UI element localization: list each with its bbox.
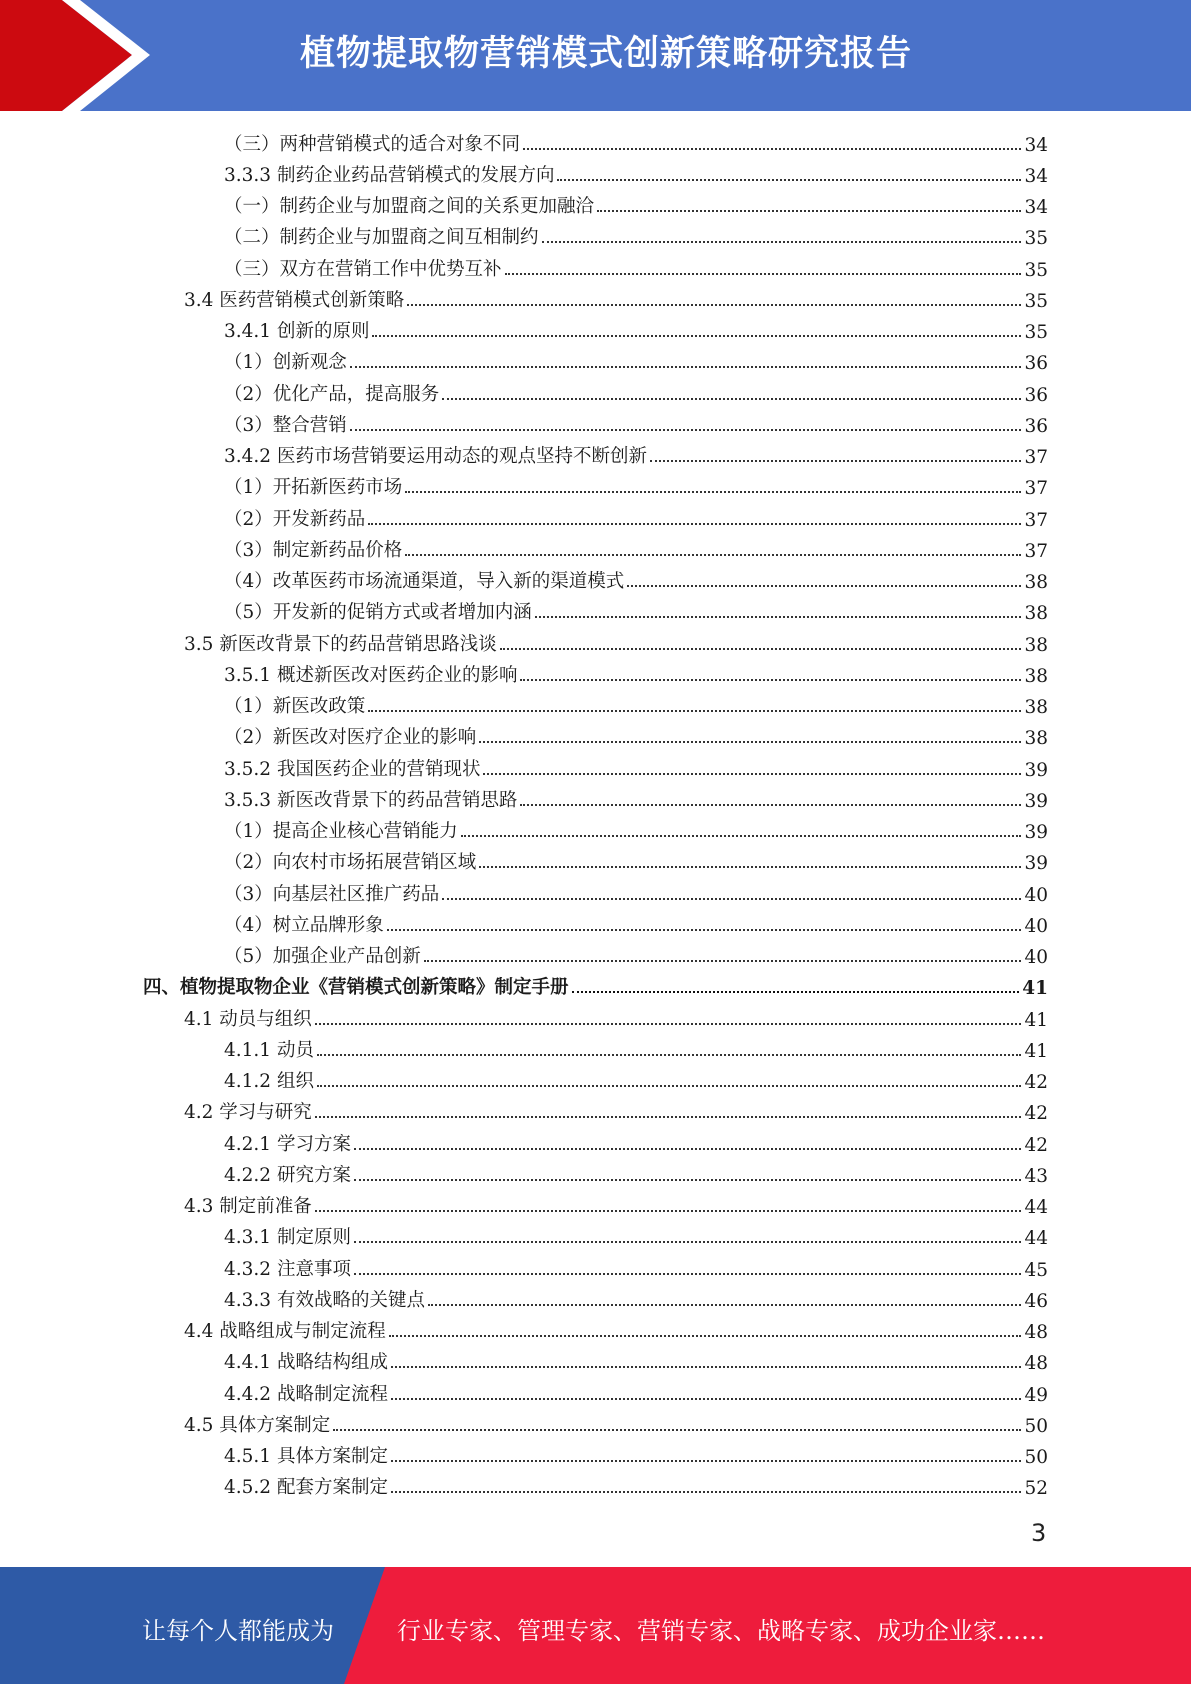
toc-entry[interactable] (0, 1002, 1191, 1033)
toc-leader-dots (391, 1491, 1021, 1493)
toc-entry-page: 45 (1024, 1259, 1048, 1281)
toc-entry-line (224, 473, 1048, 499)
toc-entry[interactable] (0, 1065, 1191, 1096)
toc-leader-dots (350, 429, 1022, 431)
toc-leader-dots (479, 866, 1021, 868)
toc-entry-page: 40 (1024, 884, 1048, 906)
toc-entry-label: 4.4.2 战略制定流程 (224, 1383, 388, 1405)
toc-entry[interactable] (0, 1346, 1191, 1377)
toc-entry-line (224, 1442, 1048, 1468)
toc-entry-line (224, 817, 1048, 843)
toc-leader-dots (479, 741, 1021, 743)
toc-entry[interactable] (0, 565, 1191, 596)
toc-entry-page: 35 (1024, 290, 1048, 312)
toc-entry-page: 37 (1024, 509, 1048, 531)
toc-leader-dots (500, 648, 1022, 650)
toc-leader-dots (368, 710, 1021, 712)
toc-leader-dots (391, 1398, 1021, 1400)
toc-entry-line (224, 942, 1048, 968)
toc-entry-label: 4.4 战略组成与制定流程 (184, 1321, 386, 1343)
toc-entry[interactable] (0, 283, 1191, 314)
toc-leader-dots (368, 523, 1021, 525)
toc-entry-line (143, 973, 1048, 999)
toc-entry[interactable] (0, 221, 1191, 252)
toc-leader-dots (557, 179, 1021, 181)
toc-entry-label: （2）新医改对医疗企业的影响 (224, 727, 477, 749)
toc-entry-page: 39 (1024, 790, 1048, 812)
toc-entry-line (224, 317, 1048, 343)
toc-entry-label: 3.5 新医改背景下的药品营销思路浅谈 (184, 633, 497, 655)
footer-banner (0, 1567, 1191, 1684)
toc-entry[interactable] (0, 846, 1191, 877)
toc-leader-dots (428, 1304, 1021, 1306)
toc-entry-page: 41 (1024, 1040, 1048, 1062)
toc-entry-line (184, 630, 1048, 656)
toc-entry-page: 42 (1024, 1072, 1048, 1094)
toc-entry[interactable] (0, 596, 1191, 627)
toc-entry-page: 37 (1024, 447, 1048, 469)
toc-leader-dots (315, 1023, 1022, 1025)
toc-entry-page: 34 (1024, 165, 1048, 187)
toc-leader-dots (505, 273, 1022, 275)
toc-entry-page: 39 (1024, 759, 1048, 781)
toc-entry-page: 40 (1024, 947, 1048, 969)
toc-entry[interactable] (0, 346, 1191, 377)
toc-leader-dots (391, 1366, 1021, 1368)
toc-entry-page: 35 (1024, 259, 1048, 281)
toc-entry-line (224, 848, 1048, 874)
toc-entry-label: 4.3.1 制定原则 (224, 1227, 351, 1249)
toc-leader-dots (520, 804, 1021, 806)
toc-entry-label: （3）制定新药品价格 (224, 539, 403, 561)
toc-leader-dots (350, 366, 1022, 368)
toc-entry-line (224, 786, 1048, 812)
toc-entry-label: 4.2.2 研究方案 (224, 1164, 351, 1186)
toc-entry-line (224, 442, 1048, 468)
toc-entry-label: 3.4.2 医药市场营销要运用动态的观点坚持不断创新 (224, 446, 647, 468)
toc-entry-page: 35 (1024, 228, 1048, 250)
toc-entry[interactable] (0, 158, 1191, 189)
toc-entry-label: （1）提高企业核心营销能力 (224, 821, 458, 843)
toc-entry-label: （4）树立品牌形象 (224, 914, 384, 936)
toc-entry-line (224, 598, 1048, 624)
toc-entry-label: （1）新医改政策 (224, 696, 366, 718)
toc-entry-label: （1）开拓新医药市场 (224, 477, 403, 499)
toc-entry[interactable] (0, 752, 1191, 783)
toc-entry-line (224, 1348, 1048, 1374)
footer-slogan-right: 行业专家、管理专家、营销专家、战略专家、成功企业家…… (397, 1617, 1045, 1645)
toc-entry-line (224, 348, 1048, 374)
toc-leader-dots (650, 460, 1021, 462)
toc-entry-page: 50 (1024, 1447, 1048, 1469)
toc-entry-line (184, 286, 1048, 312)
toc-entry-label: 3.4.1 创新的原则 (224, 321, 370, 343)
toc-entry[interactable] (0, 1096, 1191, 1127)
toc-entry-page: 36 (1024, 353, 1048, 375)
toc-entry-line (224, 380, 1048, 406)
toc-entry-label: 4.1 动员与组织 (184, 1008, 312, 1030)
toc-entry-page: 44 (1024, 1197, 1048, 1219)
toc-entry-label: 4.5.1 具体方案制定 (224, 1446, 388, 1468)
toc-entry-line (224, 755, 1048, 781)
toc-entry-label: 4.1.2 组织 (224, 1071, 314, 1093)
toc-entry-label: 四、植物提取物企业《营销模式创新策略》制定手册 (143, 977, 569, 999)
toc-entry-label: 3.4 医药营销模式创新策略 (184, 289, 405, 311)
toc-entry-page: 38 (1024, 634, 1048, 656)
toc-entry-page: 36 (1024, 384, 1048, 406)
toc-leader-dots (523, 148, 1021, 150)
toc-entry-page: 36 (1024, 415, 1048, 437)
toc-entry-label: （三）两种营销模式的适合对象不同 (224, 133, 521, 155)
toc-entry-label: 3.5.3 新医改背景下的药品营销思路 (224, 789, 518, 811)
toc-entry-line (224, 723, 1048, 749)
toc-entry-line (184, 1005, 1048, 1031)
toc-entry[interactable] (0, 127, 1191, 158)
toc-entry-page: 38 (1024, 728, 1048, 750)
toc-entry-page: 37 (1024, 478, 1048, 500)
toc-leader-dots (572, 991, 1020, 993)
toc-leader-dots (387, 929, 1022, 931)
toc-entry-line (224, 692, 1048, 718)
toc-leader-dots (442, 898, 1021, 900)
toc-entry-page: 34 (1024, 134, 1048, 156)
toc-entry-label: 4.1.1 动员 (224, 1039, 314, 1061)
toc-entry-label: 4.4.1 战略结构组成 (224, 1352, 388, 1374)
toc-entry-line (224, 880, 1048, 906)
toc-leader-dots (405, 491, 1021, 493)
toc-entry-page: 35 (1024, 322, 1048, 344)
toc-leader-dots (389, 1335, 1022, 1337)
toc-entry-line (224, 1473, 1048, 1499)
toc-entry-label: （一）制药企业与加盟商之间的关系更加融洽 (224, 196, 595, 218)
toc-entry-label: 3.5.2 我国医药企业的营销现状 (224, 758, 481, 780)
toc-leader-dots (542, 241, 1022, 243)
toc-entry[interactable] (0, 783, 1191, 814)
toc-entry-page: 39 (1024, 822, 1048, 844)
toc-entry[interactable] (0, 1127, 1191, 1158)
toc-entry-label: 4.3.3 有效战略的关键点 (224, 1289, 425, 1311)
toc-entry[interactable] (0, 1221, 1191, 1252)
toc-entry-line (224, 1223, 1048, 1249)
toc-entry[interactable] (0, 190, 1191, 221)
toc-entry-page: 34 (1024, 197, 1048, 219)
toc-leader-dots (424, 960, 1022, 962)
toc-entry-page: 44 (1024, 1228, 1048, 1250)
toc-entry-label: （2）优化产品，提高服务 (224, 383, 440, 405)
table-of-contents (0, 127, 1191, 1502)
toc-entry-line (224, 536, 1048, 562)
toc-entry-label: （5）加强企业产品创新 (224, 946, 421, 968)
toc-entry-label: 4.3.2 注意事项 (224, 1258, 351, 1280)
toc-entry-line (184, 1192, 1048, 1218)
toc-leader-dots (407, 304, 1021, 306)
toc-leader-dots (315, 1116, 1022, 1118)
toc-entry[interactable] (0, 502, 1191, 533)
toc-entry-line (224, 192, 1048, 218)
toc-entry-page: 43 (1024, 1165, 1048, 1187)
header-banner (0, 0, 1191, 111)
toc-entry-line (224, 255, 1048, 281)
toc-entry[interactable] (0, 377, 1191, 408)
toc-entry-line (224, 223, 1048, 249)
toc-entry[interactable] (0, 1158, 1191, 1189)
toc-leader-dots (483, 773, 1021, 775)
toc-entry-page: 38 (1024, 603, 1048, 625)
toc-entry-label: （3）整合营销 (224, 414, 347, 436)
toc-entry-label: 4.5.2 配套方案制定 (224, 1477, 388, 1499)
toc-entry[interactable] (0, 627, 1191, 658)
toc-entry-label: 3.3.3 制药企业药品营销模式的发展方向 (224, 164, 555, 186)
toc-leader-dots (333, 1429, 1021, 1431)
toc-entry-label: （2）开发新药品 (224, 508, 366, 530)
toc-entry-label: （2）向农村市场拓展营销区域 (224, 852, 477, 874)
toc-entry-line (224, 161, 1048, 187)
toc-entry[interactable] (0, 471, 1191, 502)
toc-entry[interactable] (0, 908, 1191, 939)
toc-entry[interactable] (0, 1471, 1191, 1502)
toc-entry-line (224, 911, 1048, 937)
toc-entry-page: 38 (1024, 665, 1048, 687)
toc-entry-page: 41 (1024, 1009, 1048, 1031)
toc-entry-page: 50 (1024, 1415, 1048, 1437)
toc-entry-label: 4.2.1 学习方案 (224, 1133, 351, 1155)
toc-entry[interactable] (0, 252, 1191, 283)
toc-entry[interactable] (0, 1408, 1191, 1439)
toc-leader-dots (317, 1054, 1022, 1056)
toc-entry[interactable] (0, 1440, 1191, 1471)
toc-leader-dots (354, 1273, 1022, 1275)
toc-leader-dots (405, 554, 1021, 556)
toc-entry-page: 42 (1024, 1103, 1048, 1125)
toc-entry-line (224, 567, 1048, 593)
toc-entry-line (224, 1255, 1048, 1281)
toc-entry[interactable] (0, 408, 1191, 439)
toc-leader-dots (354, 1179, 1022, 1181)
toc-entry-line (224, 661, 1048, 687)
toc-entry-label: 4.2 学习与研究 (184, 1102, 312, 1124)
toc-entry-page: 38 (1024, 572, 1048, 594)
toc-entry[interactable] (0, 971, 1191, 1002)
toc-entry-line (224, 1286, 1048, 1312)
toc-entry-line (224, 1380, 1048, 1406)
toc-entry[interactable] (0, 940, 1191, 971)
toc-entry[interactable] (0, 533, 1191, 564)
toc-entry-line (224, 1161, 1048, 1187)
toc-entry[interactable] (0, 815, 1191, 846)
toc-entry[interactable] (0, 690, 1191, 721)
toc-entry[interactable] (0, 440, 1191, 471)
toc-entry-page: 41 (1022, 978, 1048, 1000)
toc-entry-line (224, 411, 1048, 437)
toc-entry-page: 40 (1024, 915, 1048, 937)
toc-leader-dots (391, 1460, 1021, 1462)
toc-leader-dots (535, 616, 1022, 618)
toc-leader-dots (442, 398, 1021, 400)
toc-entry-label: 4.3 制定前准备 (184, 1196, 312, 1218)
toc-leader-dots (372, 335, 1021, 337)
toc-entry-page: 48 (1024, 1322, 1048, 1344)
toc-entry[interactable] (0, 315, 1191, 346)
toc-entry-line (224, 1036, 1048, 1062)
toc-entry-line (184, 1411, 1048, 1437)
toc-leader-dots (354, 1148, 1022, 1150)
toc-entry-label: 4.5 具体方案制定 (184, 1414, 331, 1436)
toc-leader-dots (354, 1241, 1022, 1243)
toc-entry-page: 52 (1024, 1478, 1048, 1500)
toc-leader-dots (315, 1210, 1022, 1212)
toc-entry-label: 3.5.1 概述新医改对医药企业的影响 (224, 664, 518, 686)
toc-entry-label: （4）改革医药市场流通渠道，导入新的渠道模式 (224, 571, 625, 593)
toc-entry-page: 46 (1024, 1290, 1048, 1312)
toc-leader-dots (597, 210, 1021, 212)
toc-leader-dots (461, 835, 1022, 837)
toc-leader-dots (520, 679, 1021, 681)
toc-entry-line (224, 1130, 1048, 1156)
footer-slogan-left: 让每个人都能成为 (142, 1617, 334, 1645)
toc-entry-label: （二）制药企业与加盟商之间互相制约 (224, 227, 539, 249)
toc-entry-line (184, 1098, 1048, 1124)
toc-entry[interactable] (0, 721, 1191, 752)
toc-entry-page: 38 (1024, 697, 1048, 719)
page-number: 3 (1031, 1519, 1047, 1547)
toc-entry-page: 37 (1024, 540, 1048, 562)
toc-entry-page: 39 (1024, 853, 1048, 875)
toc-entry[interactable] (0, 1377, 1191, 1408)
toc-entry-page: 42 (1024, 1134, 1048, 1156)
toc-entry[interactable] (0, 1315, 1191, 1346)
toc-entry[interactable] (0, 658, 1191, 689)
toc-entry[interactable] (0, 1190, 1191, 1221)
toc-entry-line (224, 130, 1048, 156)
toc-entry-page: 49 (1024, 1384, 1048, 1406)
toc-leader-dots (627, 585, 1021, 587)
toc-entry-page: 48 (1024, 1353, 1048, 1375)
toc-entry-line (184, 1317, 1048, 1343)
toc-entry-line (224, 505, 1048, 531)
toc-entry[interactable] (0, 1033, 1191, 1064)
toc-entry-label: （三）双方在营销工作中优势互补 (224, 258, 502, 280)
toc-entry-label: （1）创新观念 (224, 352, 347, 374)
toc-entry[interactable] (0, 877, 1191, 908)
toc-entry[interactable] (0, 1252, 1191, 1283)
toc-entry-label: （3）向基层社区推广药品 (224, 883, 440, 905)
toc-leader-dots (317, 1085, 1022, 1087)
toc-entry[interactable] (0, 1283, 1191, 1314)
report-title: 植物提取物营销模式创新策略研究报告 (300, 34, 913, 74)
toc-entry-label: （5）开发新的促销方式或者增加内涵 (224, 602, 532, 624)
toc-entry-line (224, 1067, 1048, 1093)
